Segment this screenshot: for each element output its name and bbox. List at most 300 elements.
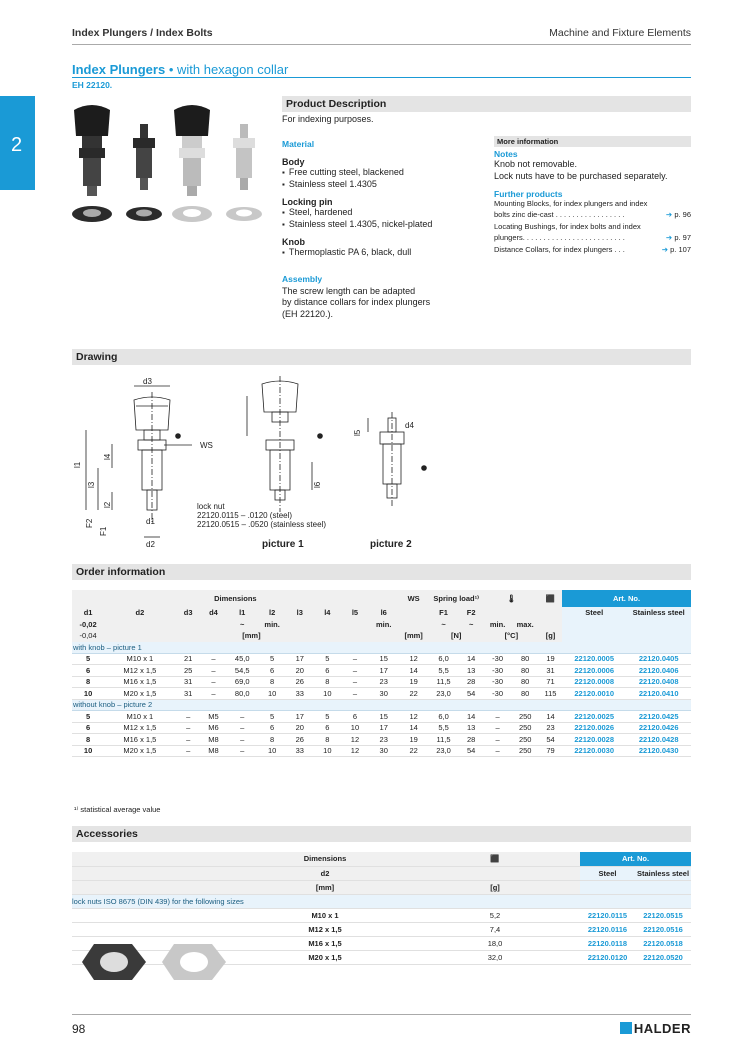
table-cell: – [341, 688, 369, 700]
assembly-line: The screw length can be adapted [282, 285, 416, 296]
chapter-tab[interactable]: 2 [0, 96, 35, 190]
table-cell: – [176, 734, 201, 746]
unit-n: [N] [429, 630, 484, 642]
acc-col-dims: Dimensions [240, 852, 410, 866]
table-cell: 13 [458, 722, 483, 734]
table-cell: -30 [484, 676, 512, 688]
header-category: Machine and Fixture Elements [549, 27, 691, 39]
label-l4: l4 [103, 453, 112, 460]
further-link[interactable] [494, 199, 691, 220]
page-title [72, 62, 288, 77]
table-cell: 17 [369, 665, 399, 677]
table-cell: – [484, 745, 512, 757]
label-l3: l3 [87, 481, 96, 488]
table-cell: 22 [399, 745, 429, 757]
body-item: ▪ Stainless steel 1.4305 [282, 179, 482, 191]
table-cell: M10 x 1 [104, 653, 175, 665]
table-cell: 10 [314, 745, 342, 757]
table-cell: – [226, 711, 258, 723]
table-cell: 33 [286, 745, 314, 757]
table-row [72, 922, 691, 936]
table-cell: 80 [511, 653, 539, 665]
table-cell: 10 [341, 722, 369, 734]
acc-col-art: Art. No. [580, 852, 691, 866]
table-cell: 5 [258, 653, 286, 665]
unit-c: [°C] [484, 630, 539, 642]
drawing-heading: Drawing [72, 349, 691, 365]
technical-drawing [72, 372, 452, 552]
material-block [282, 139, 482, 320]
table-cell: – [341, 653, 369, 665]
table-cell: 71 [539, 676, 562, 688]
col-sub: max. [511, 619, 539, 631]
table-cell: 10 [314, 688, 342, 700]
picture-2-label: picture 2 [370, 539, 412, 550]
further-link-text: plungers. . . . . . . . . . . . . . . . . . . . . . . . . [494, 232, 625, 242]
surface-finish-icon [317, 433, 323, 439]
further-link-page: p. 107 [670, 245, 691, 254]
table-cell: 250 [511, 734, 539, 746]
knob-item: ▪ Thermoplastic PA 6, black, dull [282, 247, 482, 259]
unit-ws: [mm] [399, 630, 429, 642]
further-link[interactable] [494, 222, 691, 243]
weight-icon: ⬛ [539, 590, 562, 607]
col-l3: l3 [286, 607, 314, 619]
title-main: Index Plungers [72, 62, 166, 77]
table-cell: 8 [258, 734, 286, 746]
col-group-spring: Spring load¹⁾ [429, 590, 484, 607]
more-info-panel [494, 136, 691, 256]
table-row [72, 676, 691, 688]
table-cell: 13 [458, 665, 483, 677]
table-cell: 54,5 [226, 665, 258, 677]
table-cell: 10 [258, 745, 286, 757]
art-no-cell[interactable]: 22120.0120 [580, 950, 635, 964]
label-l1: l1 [73, 461, 82, 468]
table-cell: M20 x 1,5 [240, 950, 410, 964]
product-photo [62, 96, 272, 236]
col-stainless: Stainless steel [626, 607, 691, 619]
col-sub: -0,02 [72, 619, 104, 631]
locknut-line: 22120.0115 – .0120 (steel) [197, 511, 293, 520]
art-no-cell[interactable]: 22120.0010 [562, 688, 626, 700]
knob-label: Knob [282, 237, 305, 247]
label-d4: d4 [405, 421, 414, 430]
table-cell: 8 [72, 734, 104, 746]
col-sub: min. [258, 619, 286, 631]
halder-logo-icon [620, 1022, 632, 1034]
col-d3: d3 [176, 607, 201, 619]
table-cell: 14 [399, 665, 429, 677]
table-cell: 22 [399, 688, 429, 700]
header-divider [72, 44, 691, 45]
col-ws [399, 607, 429, 619]
group-with-knob: with knob – picture 1 [72, 642, 691, 654]
col-l2: l2 [258, 607, 286, 619]
art-no-cell[interactable]: 22120.0518 [635, 936, 691, 950]
table-cell: – [226, 745, 258, 757]
table-cell: 30 [369, 688, 399, 700]
unit-g: [g] [539, 630, 562, 642]
table-cell: – [484, 734, 512, 746]
art-no-cell[interactable]: 22120.0426 [626, 722, 691, 734]
table-row [72, 688, 691, 700]
title-divider [72, 77, 691, 78]
pin-label: Locking pin [282, 197, 333, 207]
col-l1: l1 [226, 607, 258, 619]
table-cell: 23 [369, 734, 399, 746]
group-without-knob: without knob – picture 2 [72, 699, 691, 711]
table-cell: M6 [201, 722, 226, 734]
further-link-page: p. 97 [674, 232, 691, 242]
table-cell: 10 [258, 688, 286, 700]
table-cell: 15 [369, 653, 399, 665]
header-section-title: Index Plungers / Index Bolts [72, 27, 213, 39]
accessories-heading: Accessories [72, 826, 691, 842]
title-sub: • with hexagon collar [168, 62, 289, 77]
picture-1-label: picture 1 [262, 539, 304, 550]
art-no-cell[interactable]: 22120.0008 [562, 676, 626, 688]
table-cell: M12 x 1,5 [104, 722, 175, 734]
table-cell: 5,2 [410, 908, 580, 922]
table-cell: 5 [258, 711, 286, 723]
table-cell: – [176, 722, 201, 734]
plunger-stainless-threaded [226, 124, 262, 221]
table-cell: M12 x 1,5 [240, 922, 410, 936]
table-cell: 21 [176, 653, 201, 665]
table-cell: 115 [539, 688, 562, 700]
col-d4: d4 [201, 607, 226, 619]
body-item: ▪ Free cutting steel, blackened [282, 167, 482, 179]
page-number: 98 [72, 1022, 86, 1036]
art-no-cell[interactable]: 22120.0115 [580, 908, 635, 922]
table-cell: M10 x 1 [104, 711, 175, 723]
table-cell: 23,0 [429, 745, 459, 757]
plunger-black-threaded [126, 124, 162, 221]
acc-group: lock nuts ISO 8675 (DIN 439) for the following sizes [72, 894, 691, 908]
col-d1: d1 [72, 607, 104, 619]
table-cell: 33 [286, 688, 314, 700]
table-cell: 17 [286, 653, 314, 665]
arrow-right-icon: ➔ [665, 209, 673, 219]
label-d2: d2 [146, 540, 155, 549]
product-description-heading: Product Description [282, 96, 691, 112]
label-l5: l5 [353, 429, 362, 436]
further-link-page: p. 96 [674, 209, 691, 219]
table-cell: 28 [458, 676, 483, 688]
further-heading: Further products [494, 189, 563, 199]
col-d2: d2 [104, 607, 175, 619]
table-cell: 8 [258, 676, 286, 688]
col-tmin [484, 607, 512, 619]
table-cell: 12 [341, 745, 369, 757]
col-l6: l6 [369, 607, 399, 619]
table-cell: 26 [286, 676, 314, 688]
drawing-picture-2 [368, 412, 404, 506]
table-cell: 250 [511, 722, 539, 734]
table-cell: – [176, 745, 201, 757]
art-no-cell[interactable]: 22120.0006 [562, 665, 626, 677]
acc-col-stainless: Stainless steel [635, 866, 691, 880]
table-cell: 19 [399, 734, 429, 746]
table-cell: 5,5 [429, 665, 459, 677]
table-cell: 8 [72, 676, 104, 688]
col-group-ws: WS [399, 590, 429, 607]
acc-col-steel: Steel [580, 866, 635, 880]
table-cell: – [176, 711, 201, 723]
table-cell: 10 [72, 688, 104, 700]
further-link[interactable] [494, 245, 691, 256]
art-no-cell[interactable]: 22120.0028 [562, 734, 626, 746]
art-no-cell[interactable]: 22120.0410 [626, 688, 691, 700]
table-cell: -30 [484, 653, 512, 665]
table-cell: 14 [458, 711, 483, 723]
table-cell: 19 [539, 653, 562, 665]
table-cell: 23,0 [429, 688, 459, 700]
halder-logo [620, 1021, 691, 1036]
table-cell: M10 x 1 [240, 908, 410, 922]
table-cell: 8 [314, 676, 342, 688]
art-no-cell[interactable]: 22120.0025 [562, 711, 626, 723]
acc-unit-mm: [mm] [240, 880, 410, 894]
order-info-heading: Order information [72, 564, 691, 580]
table-cell: 250 [511, 711, 539, 723]
table-cell: 26 [286, 734, 314, 746]
table-cell: 19 [399, 676, 429, 688]
assembly-line: (EH 22120.). [282, 308, 334, 319]
col-l5: l5 [341, 607, 369, 619]
table-cell: M5 [201, 711, 226, 723]
note-line: Lock nuts have to be purchased separately. [494, 170, 668, 181]
surface-finish-icon [421, 465, 427, 471]
label-f2: F2 [85, 518, 94, 528]
table-cell: 15 [369, 711, 399, 723]
footer-divider [72, 1014, 691, 1015]
table-cell: 14 [539, 711, 562, 723]
thermometer-icon: 🌡 [484, 590, 539, 607]
col-l4: l4 [314, 607, 342, 619]
further-link-text: Distance Collars, for index plungers . . . [494, 245, 625, 254]
surface-finish-icon [175, 433, 181, 439]
table-cell: 250 [511, 745, 539, 757]
table-cell: M20 x 1,5 [104, 745, 175, 757]
table-cell: M20 x 1,5 [104, 688, 175, 700]
art-no-cell[interactable]: 22120.0406 [626, 665, 691, 677]
table-row [72, 722, 691, 734]
table-cell: 80 [511, 676, 539, 688]
table-cell: 32,0 [410, 950, 580, 964]
table-cell: 18,0 [410, 936, 580, 950]
plunger-stainless-knob [172, 105, 212, 222]
col-weight [539, 607, 562, 619]
table-cell: 31 [539, 665, 562, 677]
table-cell: M16 x 1,5 [104, 676, 175, 688]
table-cell: 11,5 [429, 734, 459, 746]
art-no-cell[interactable]: 22120.0408 [626, 676, 691, 688]
material-heading: Material [282, 139, 315, 149]
table-cell: 69,0 [226, 676, 258, 688]
acc-unit-g: [g] [410, 880, 580, 894]
art-no-cell[interactable]: 22120.0428 [626, 734, 691, 746]
further-link-text: Locating Bushings, for index bolts and index [494, 222, 641, 231]
table-cell: 23 [539, 722, 562, 734]
table-cell: 5 [314, 653, 342, 665]
art-no-cell[interactable]: 22120.0030 [562, 745, 626, 757]
weight-icon: ⬛ [410, 852, 580, 866]
locknut-line: lock nut [197, 502, 225, 511]
arrow-right-icon: ➔ [665, 232, 673, 242]
table-cell: 54 [458, 745, 483, 757]
table-cell: 10 [72, 745, 104, 757]
table-cell: 6 [314, 722, 342, 734]
assembly-line: by distance collars for index plungers [282, 297, 431, 307]
table-cell: 6 [258, 665, 286, 677]
table-cell: – [201, 676, 226, 688]
table-row [72, 665, 691, 677]
table-cell: 12 [341, 734, 369, 746]
locknut-photo [76, 938, 236, 986]
art-no-cell[interactable]: 22120.0430 [626, 745, 691, 757]
art-no-cell[interactable]: 22120.0005 [562, 653, 626, 665]
drawing-picture-1 [86, 386, 192, 537]
table-cell: -30 [484, 665, 512, 677]
table-row [72, 734, 691, 746]
further-link-text: Mounting Blocks, for index plungers and index [494, 199, 648, 208]
note-line: Knob not removable. [494, 159, 578, 169]
label-l6: l6 [313, 481, 322, 488]
table-cell: 5 [72, 711, 104, 723]
art-no-cell[interactable]: 22120.0425 [626, 711, 691, 723]
table-cell: 28 [458, 734, 483, 746]
table-cell: M8 [201, 734, 226, 746]
table-cell: 12 [399, 711, 429, 723]
col-sub: ~ [226, 619, 258, 631]
table-row [72, 745, 691, 757]
drawing-picture-1-retracted [247, 376, 312, 512]
table-cell: 6,0 [429, 711, 459, 723]
table-cell: – [226, 734, 258, 746]
table-cell: 31 [176, 676, 201, 688]
col-f2: F2 [458, 607, 483, 619]
table-cell: 25 [176, 665, 201, 677]
col-sub: ~ [458, 619, 483, 631]
table-cell: M16 x 1,5 [240, 936, 410, 950]
col-sub: ~ [429, 619, 459, 631]
acc-col-d2: d2 [240, 866, 410, 880]
further-link-text: bolts zinc die-cast . . . . . . . . . . . . . . . . . [494, 209, 625, 219]
label-ws: WS [200, 441, 213, 450]
col-sub: -0,04 [72, 630, 104, 642]
table-cell: 80 [511, 688, 539, 700]
table-cell: 6 [341, 711, 369, 723]
col-sub: min. [484, 619, 512, 631]
table-cell: 80,0 [226, 688, 258, 700]
table-cell: – [226, 722, 258, 734]
art-no-cell[interactable]: 22120.0118 [580, 936, 635, 950]
table-cell: 8 [314, 734, 342, 746]
table-cell: 7,4 [410, 922, 580, 936]
table-cell: 23 [369, 676, 399, 688]
product-intro: For indexing purposes. [282, 114, 374, 124]
label-d3: d3 [143, 377, 152, 386]
more-info-heading: More information [494, 136, 691, 147]
table-cell: – [341, 665, 369, 677]
art-no-cell[interactable]: 22120.0026 [562, 722, 626, 734]
table-cell: 6 [314, 665, 342, 677]
col-steel: Steel [562, 607, 626, 619]
table-cell: 11,5 [429, 676, 459, 688]
body-label: Body [282, 157, 305, 167]
table-cell: -30 [484, 688, 512, 700]
unit-mm: [mm] [104, 630, 398, 642]
arrow-right-icon: ➔ [661, 245, 669, 254]
table-row [72, 653, 691, 665]
pin-item: ▪ Steel, hardened [282, 207, 482, 219]
table-cell: 17 [369, 722, 399, 734]
art-no-cell[interactable]: 22120.0516 [635, 922, 691, 936]
table-cell: M12 x 1,5 [104, 665, 175, 677]
assembly-heading: Assembly [282, 273, 323, 284]
table-cell: – [201, 653, 226, 665]
pin-item: ▪ Stainless steel 1.4305, nickel-plated [282, 219, 482, 231]
table-cell: 79 [539, 745, 562, 757]
label-f1: F1 [99, 526, 108, 536]
table-row [72, 908, 691, 922]
table-cell: 54 [539, 734, 562, 746]
table-cell: 17 [286, 711, 314, 723]
table-cell: 45,0 [226, 653, 258, 665]
table-cell: 31 [176, 688, 201, 700]
table-cell: – [201, 688, 226, 700]
col-f1: F1 [429, 607, 459, 619]
table-cell: 5 [72, 653, 104, 665]
locknut-line: 22120.0515 – .0520 (stainless steel) [197, 520, 326, 529]
table-cell: 5 [314, 711, 342, 723]
table-cell: M8 [201, 745, 226, 757]
table-cell: 54 [458, 688, 483, 700]
table-cell: 80 [511, 665, 539, 677]
table-cell: M16 x 1,5 [104, 734, 175, 746]
product-code: EH 22120. [72, 80, 113, 90]
table-cell: – [484, 722, 512, 734]
art-no-cell[interactable]: 22120.0520 [635, 950, 691, 964]
art-no-cell[interactable]: 22120.0405 [626, 653, 691, 665]
order-table [72, 590, 691, 757]
table-cell: 6,0 [429, 653, 459, 665]
table-cell: – [484, 711, 512, 723]
table-cell: 12 [399, 653, 429, 665]
col-sub: min. [369, 619, 399, 631]
art-no-cell[interactable]: 22120.0116 [580, 922, 635, 936]
footnote: ¹⁾ statistical average value [74, 805, 161, 814]
table-cell: 20 [286, 722, 314, 734]
table-cell: 6 [72, 665, 104, 677]
col-group-art: Art. No. [562, 590, 691, 607]
table-row [72, 711, 691, 723]
label-l2: l2 [103, 501, 112, 508]
table-cell: 14 [399, 722, 429, 734]
notes-heading: Notes [494, 149, 518, 159]
table-cell: 5,5 [429, 722, 459, 734]
table-cell: – [201, 665, 226, 677]
table-cell: 6 [72, 722, 104, 734]
col-group-dimensions: Dimensions [72, 590, 399, 607]
table-cell: 20 [286, 665, 314, 677]
logo-text: HALDER [633, 1021, 691, 1036]
art-no-cell[interactable]: 22120.0515 [635, 908, 691, 922]
plunger-black-knob [72, 105, 112, 222]
col-tmax [511, 607, 539, 619]
